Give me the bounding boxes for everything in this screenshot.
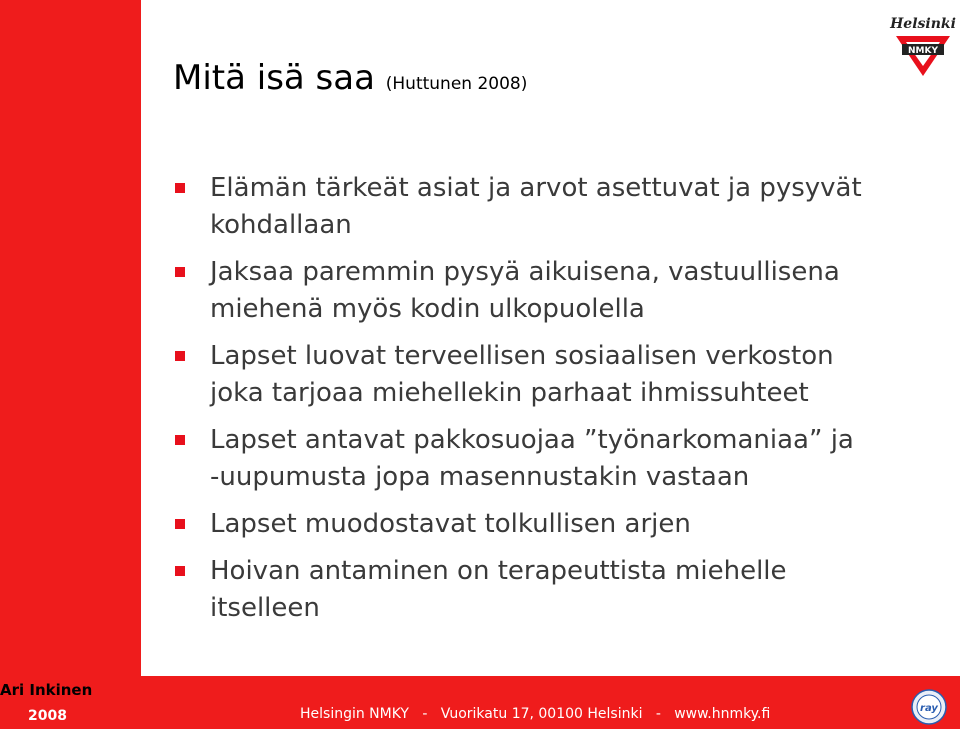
square-bullet-icon (175, 435, 185, 445)
svg-text:NMKY: NMKY (908, 46, 938, 56)
list-item: Lapset luovat terveellisen sosiaalisen verkoston joka tarjoaa miehellekin parhaat ihmissuhteet (173, 338, 863, 412)
footer-contact: Helsingin NMKY - Vuorikatu 17, 00100 Helsinki - www.hnmky.fi (300, 706, 771, 722)
square-bullet-icon (175, 267, 185, 277)
square-bullet-icon (175, 351, 185, 361)
author-year: 2008 (28, 708, 67, 724)
left-red-bar (0, 0, 141, 729)
author-block (0, 676, 141, 729)
author-name: Ari Inkinen (0, 681, 93, 699)
title-main: Mitä isä saa (173, 58, 375, 98)
svg-text:ray: ray (920, 703, 938, 714)
square-bullet-icon (175, 566, 185, 576)
list-item: Jaksaa paremmin pysyä aikuisena, vastuullisena miehenä myös kodin ulkopuolella (173, 254, 863, 328)
square-bullet-icon (175, 519, 185, 529)
bullet-list (173, 170, 863, 637)
ray-logo (905, 688, 953, 726)
square-bullet-icon (175, 183, 185, 193)
svg-text:Helsinki: Helsinki (890, 16, 956, 32)
list-item: Lapset antavat pakkosuojaa ”työnarkomaniaa” ja -uupumusta jopa masennustakin vastaan (173, 422, 863, 496)
helsinki-nmky-logo (888, 10, 958, 80)
list-item: Elämän tärkeät asiat ja arvot asettuvat ja pysyvät kohdallaan (173, 170, 863, 244)
slide-title (173, 58, 527, 98)
list-item: Hoivan antaminen on terapeuttista miehelle itselleen (173, 553, 863, 627)
title-citation: (Huttunen 2008) (385, 74, 528, 94)
list-item: Lapset muodostavat tolkullisen arjen (173, 506, 863, 543)
